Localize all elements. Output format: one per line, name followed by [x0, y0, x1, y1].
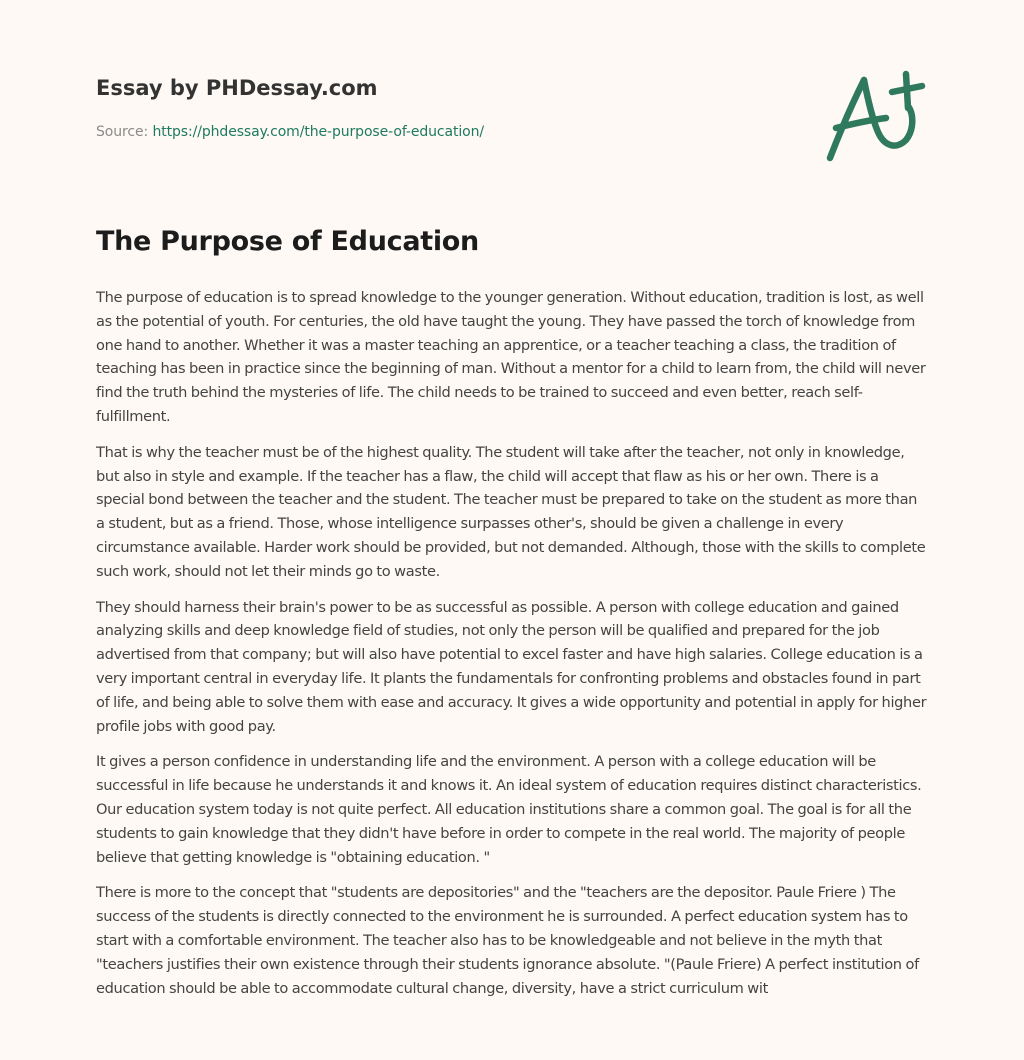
essay-title: The Purpose of Education [96, 226, 479, 257]
source-label: Source: [96, 124, 149, 140]
essay-paragraph: It gives a person confidence in understanding life and the environment. A person with a college education will be successful in life because he understands it and knows it. An ideal system of education requires distinct characteristics. Our education system today is not quite perfect. All education institutions share a common goal. The goal is for all the students to gain knowledge that they didn't have before in order to compete in the real world. The majority of people believe that getting knowledge is "obtaining education. " [96, 753, 922, 866]
source-line [96, 124, 484, 140]
essay-body [96, 286, 928, 1012]
site-title: Essay by PHDessay.com [96, 76, 378, 100]
a-plus-grade-icon [822, 66, 932, 166]
essay-paragraph: That is why the teacher must be of the highest quality. The student will take after the teacher, not only in knowledge, but also in style and example. If the teacher has a flaw, the child will accept that flaw as his or her own. There is a special bond between the teacher and the student. The teacher must be prepared to take on the student as more than a student, but as a friend. Those, whose intelligence surpasses other's, should be given a challenge in every circumstance available. Harder work should be provided, but not demanded. Although, those with the skills to complete such work, should not let their minds go to waste. [96, 443, 926, 580]
essay-paragraph: There is more to the concept that "students are depositories" and the "teachers are the depositor. Paule Friere ) The success of the students is directly connected to the environment he is surrounded. A perfect education system has to start with a comfortable environment. The teacher also has to be knowledgeable and not believe in the myth that "teachers justifies their own existence through their students ignorance absolute. "(Paule Friere) A perfect institution of education should be able to accommodate cultural change, diversity, have a strict curriculum wit [96, 884, 919, 997]
source-link[interactable]: https://phdessay.com/the-purpose-of-education/ [152, 124, 485, 140]
essay-paragraph: They should harness their brain's power to be as successful as possible. A person with college education and gained analyzing skills and deep knowledge field of studies, not only the person will be qualified and prepared for the job advertised from that company; but will also have potential to excel faster and have high salaries. College education is a very important central in everyday life. It plants the fundamentals for confronting problems and obstacles found in part of life, and being able to solve them with ease and accuracy. It gives a wide opportunity and potential in apply for higher profile jobs with good pay. [96, 598, 927, 735]
essay-paragraph: The purpose of education is to spread knowledge to the younger generation. Without education, tradition is lost, as well as the potential of youth. For centuries, the old have taught the young. They have passed the torch of knowledge from one hand to another. Whether it was a master teaching an apprentice, or a teacher teaching a class, the tradition of teaching has been in practice since the beginning of man. Without a mentor for a child to learn from, the child will never find the truth behind the mysteries of life. The child needs to be trained to succeed and even better, reach self-fulfillment. [96, 289, 926, 425]
